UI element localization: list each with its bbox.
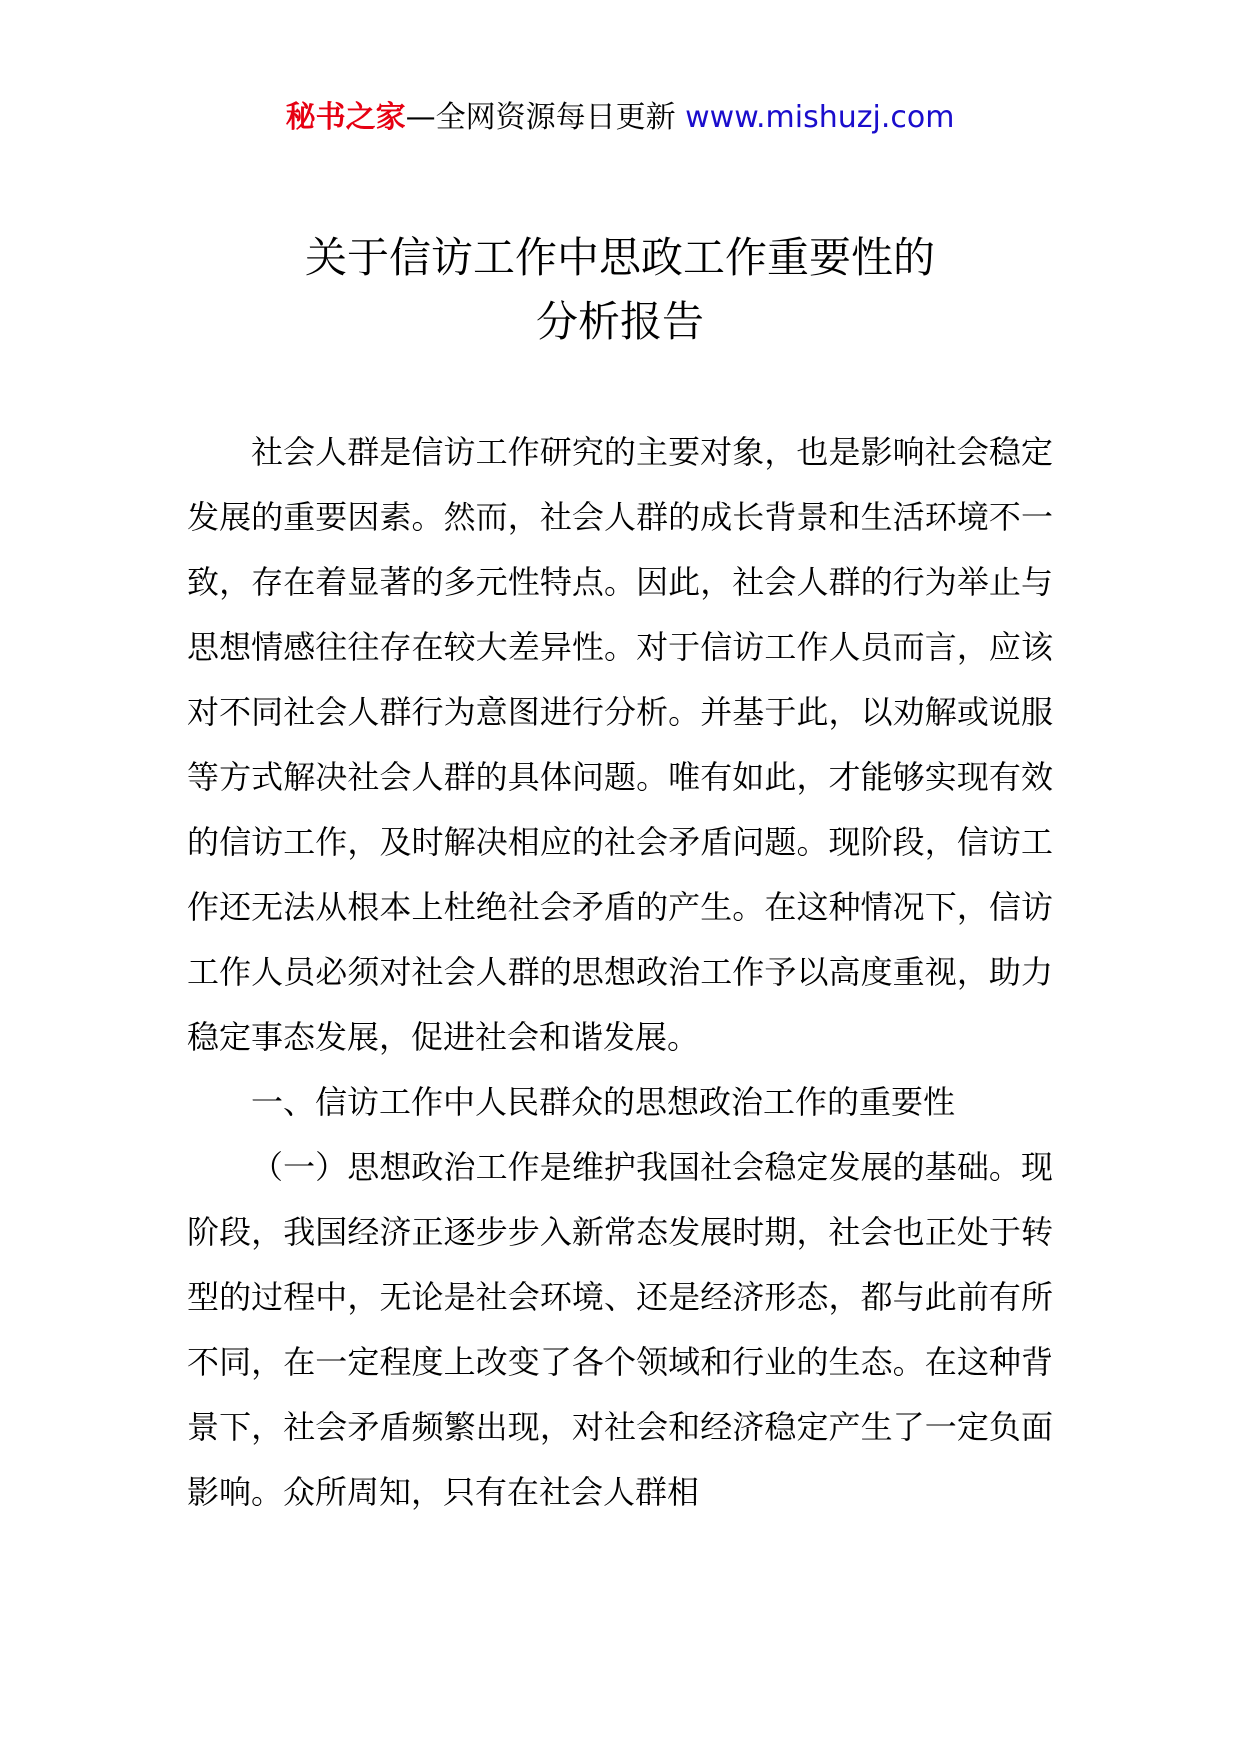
intro-paragraph: 社会人群是信访工作研究的主要对象，也是影响社会稳定发展的重要因素。然而，社会人群的成长背景和生活环境不一致，存在着显著的多元性特点。因此，社会人群的行为举止与思想情感往往存在较大差异性。对于信访工作人员而言，应该对不同社会人群行为意图进行分析。并基于此，以劝解或说服等方式解决社会人群的具体问题。唯有如此，才能够实现有效的信访工作，及时解决相应的社会矛盾问题。现阶段，信访工作还无法从根本上杜绝社会矛盾的产生。在这种情况下，信访工作人员必须对社会人群的思想政治工作予以高度重视，助力稳定事态发展，促进社会和谐发展。	[187, 433, 1053, 1056]
document-body	[187, 420, 1053, 1525]
title-line-2: 分析报告	[535, 297, 704, 346]
header-slogan: —全网资源每日更新	[405, 100, 676, 135]
brand-name: 秘书之家	[285, 100, 406, 135]
section-heading-1: 一、信访工作中人民群众的思想政治工作的重要性	[251, 1083, 956, 1121]
site-header	[0, 98, 1240, 138]
site-url-link[interactable]: www.mishuzj.com	[685, 100, 955, 135]
title-line-1: 关于信访工作中思政工作重要性的	[304, 233, 935, 282]
section1-paragraph-1: （一）思想政治工作是维护我国社会稳定发展的基础。现阶段，我国经济正逐步步入新常态发展时期，社会也正处于转型的过程中，无论是社会环境、还是经济形态，都与此前有所不同，在一定程度上改变了各个领域和行业的生态。在这种背景下，社会矛盾频繁出现，对社会和经济稳定产生了一定负面影响。众所周知，只有在社会人群相	[187, 1148, 1053, 1511]
document-title	[0, 226, 1240, 354]
